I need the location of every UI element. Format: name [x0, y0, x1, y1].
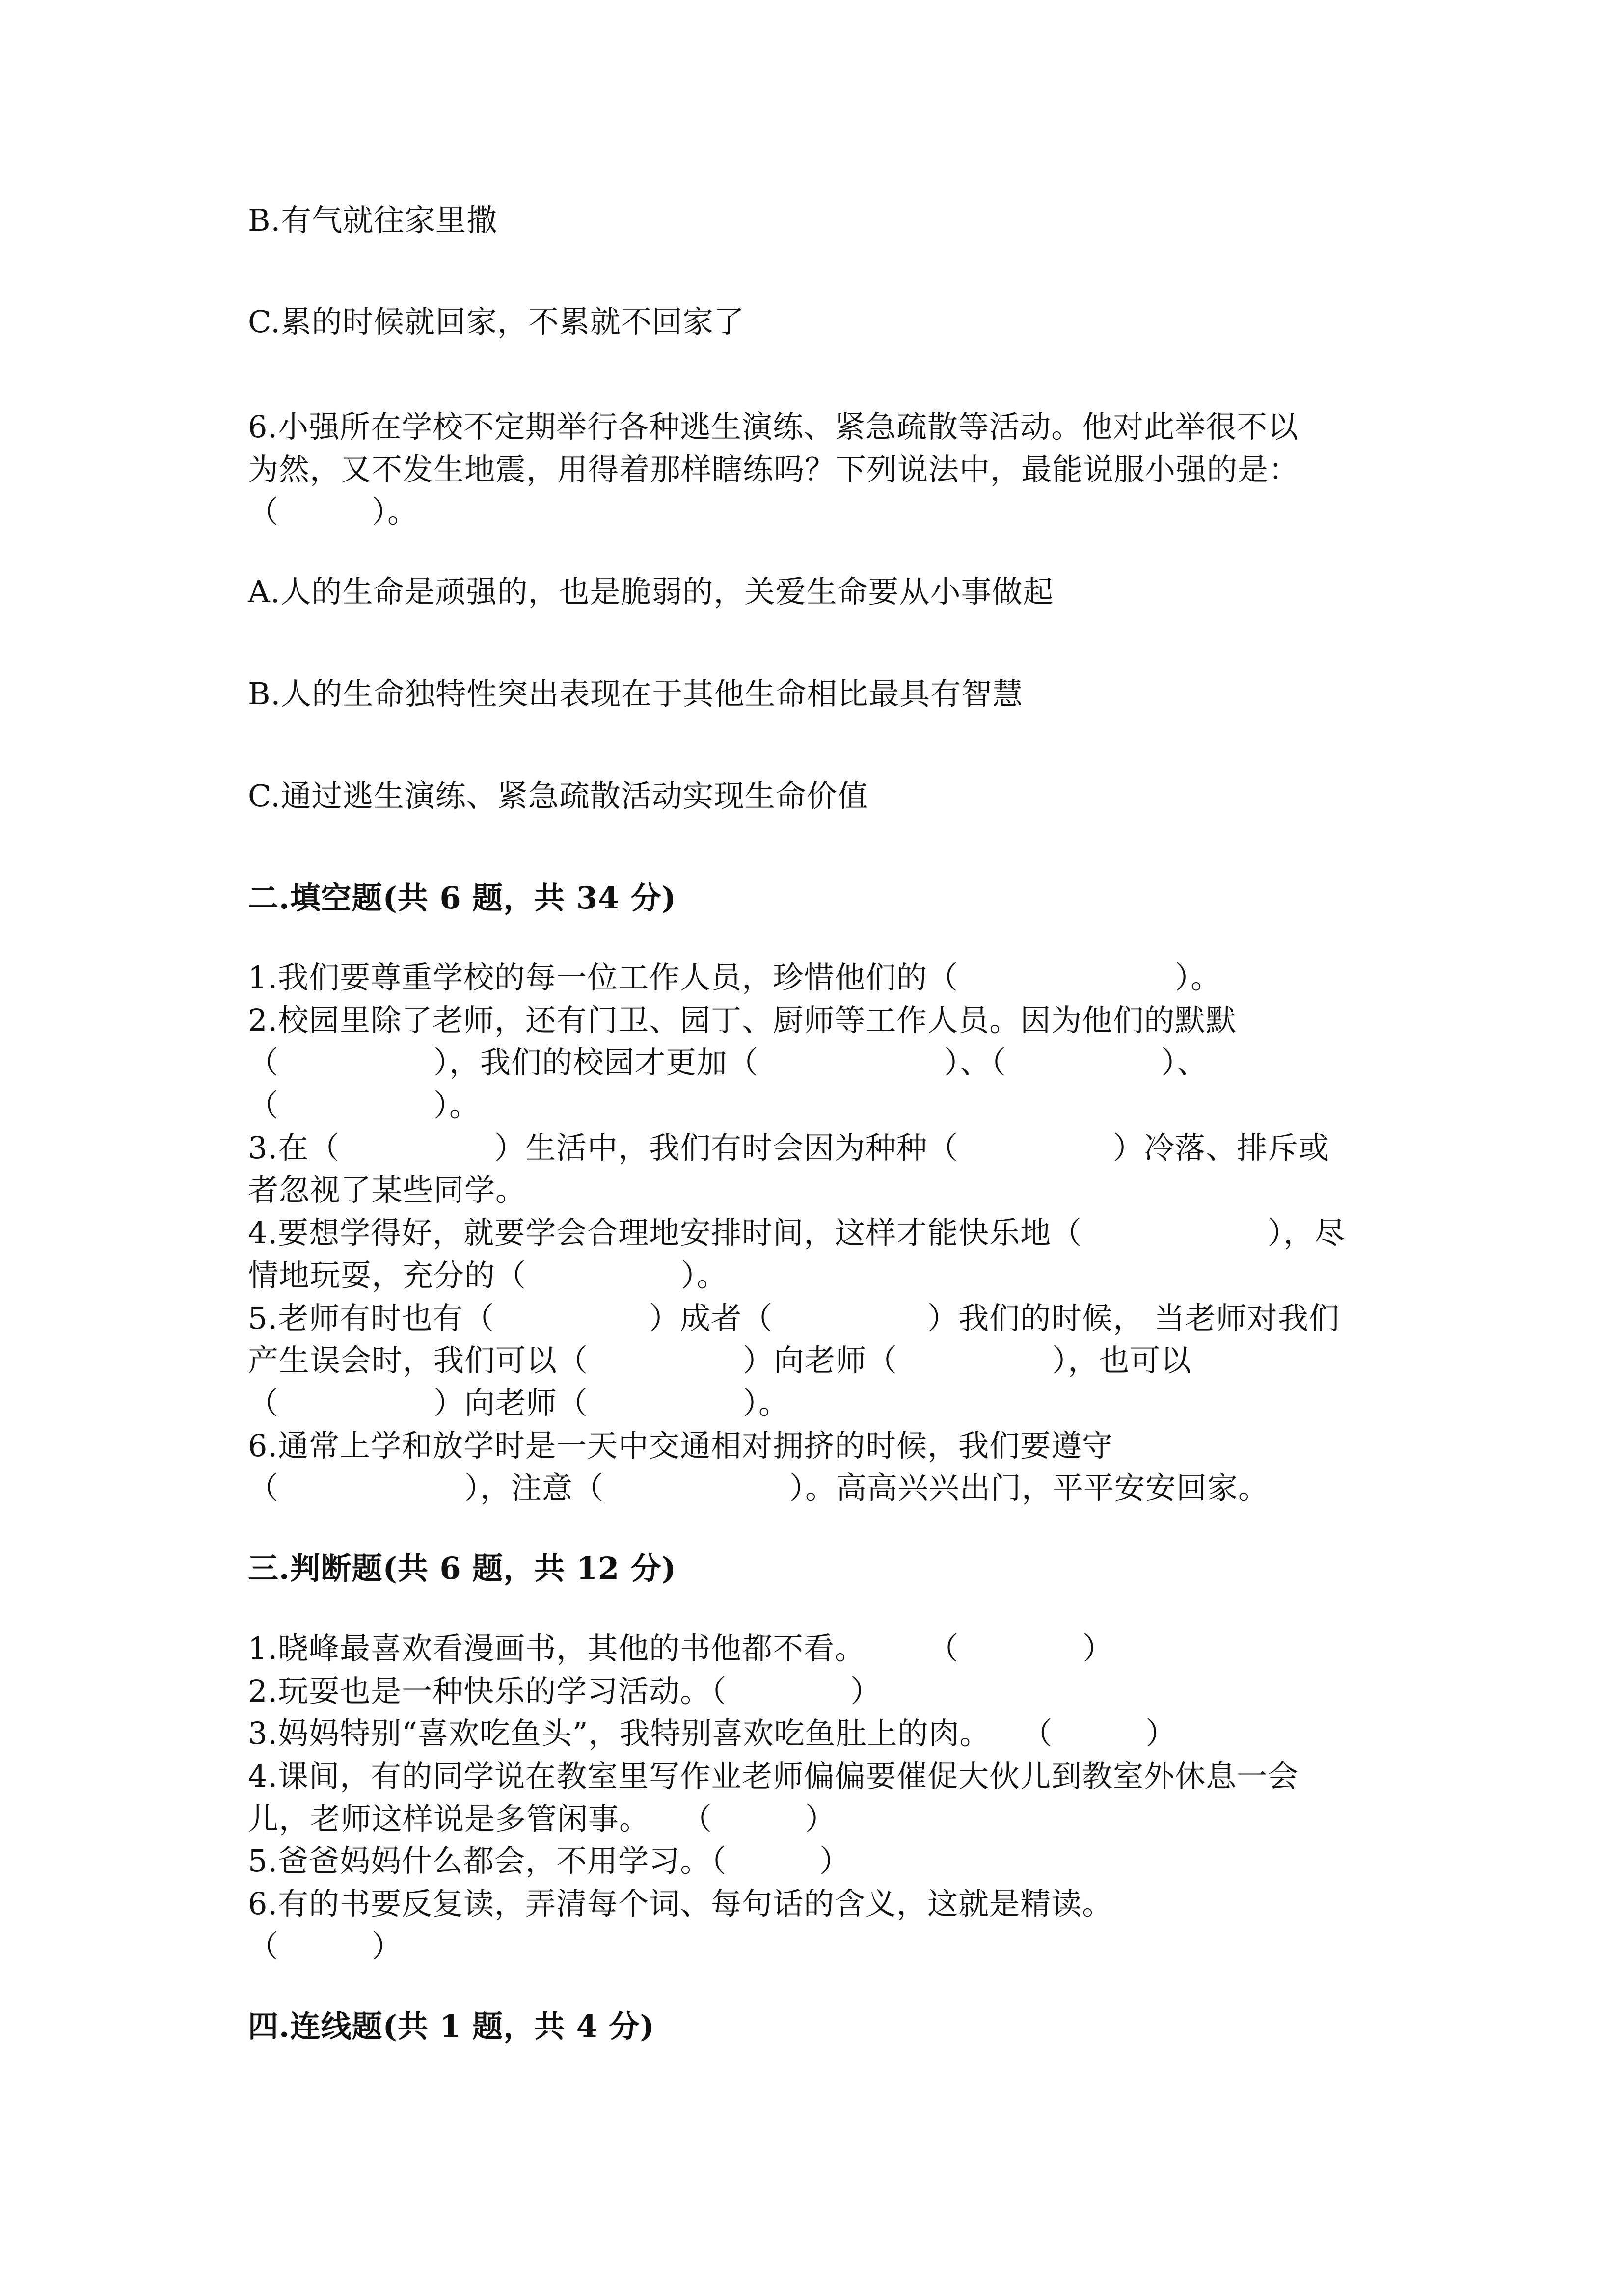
section-heading-matching: 四.连线题(共 1 题，共 4 分)	[248, 2008, 655, 2044]
fill-blank-line: 4.要想学得好，就要学会合理地安排时间，这样才能快乐地（ ），尽	[248, 1215, 1346, 1251]
q6-stem-line-1: 6.小强所在学校不定期举行各种逃生演练、紧急疏散等活动。他对此举很不以	[248, 409, 1299, 445]
fill-blank-line: （ ），我们的校园才更加（ ）、（ ）、	[248, 1044, 1208, 1080]
q6-stem-line-3: （ ）。	[248, 494, 419, 530]
true-false-line: 6.有的书要反复读，弄清每个词、每句话的含义，这就是精读。	[248, 1886, 1113, 1922]
q5-choice-b: B.有气就往家里撒	[248, 202, 498, 238]
section-heading-true-false: 三.判断题(共 6 题，共 12 分)	[248, 1550, 677, 1586]
true-false-line: 1.晓峰最喜欢看漫画书，其他的书他都不看。 （ ）	[248, 1630, 1114, 1666]
true-false-line: 4.课间，有的同学说在教室里写作业老师偏偏要催促大伙儿到教室外休息一会	[248, 1758, 1299, 1794]
q5-choice-c: C.累的时候就回家，不累就不回家了	[248, 304, 745, 340]
fill-blank-line: 5.老师有时也有（ ）成者（ ）我们的时候， 当老师对我们	[248, 1300, 1340, 1336]
fill-blank-line: 产生误会时，我们可以（ ）向老师（ ），也可以	[248, 1342, 1192, 1378]
fill-blank-line: （ ），注意（ ）。高高兴兴出门，平平安安回家。	[248, 1470, 1270, 1506]
q6-choice-c: C.通过逃生演练、紧急疏散活动实现生命价值	[248, 778, 868, 814]
fill-blank-line: （ ）向老师（ ）。	[248, 1385, 790, 1421]
fill-blank-line: 2.校园里除了老师，还有门卫、园丁、厨师等工作人员。因为他们的默默	[248, 1002, 1237, 1038]
fill-blank-line: 1.我们要尊重学校的每一位工作人员，珍惜他们的（ ）。	[248, 960, 1222, 995]
section-heading-fill-blank: 二.填空题(共 6 题，共 34 分)	[248, 880, 677, 916]
fill-blank-line: 者忽视了某些同学。	[248, 1172, 527, 1208]
q6-choice-b: B.人的生命独特性突出表现在于其他生命相比最具有智慧	[248, 676, 1024, 712]
q6-choice-a: A.人的生命是顽强的，也是脆弱的，关爱生命要从小事做起	[248, 574, 1054, 610]
true-false-line: 儿，老师这样说是多管闲事。 （ ）	[248, 1801, 837, 1837]
fill-blank-line: 情地玩耍，充分的（ ）。	[248, 1257, 728, 1293]
fill-blank-line: 6.通常上学和放学时是一天中交通相对拥挤的时候，我们要遵守	[248, 1428, 1113, 1464]
fill-blank-line: （ ）。	[248, 1087, 481, 1123]
true-false-line: 3.妈妈特别“喜欢吃鱼头”，我特别喜欢吃鱼肚上的肉。 （ ）	[248, 1715, 1177, 1751]
true-false-line: （ ）	[248, 1928, 403, 1964]
true-false-line: 5.爸爸妈妈什么都会，不用学习。（ ）	[248, 1843, 851, 1879]
true-false-line: 2.玩耍也是一种快乐的学习活动。（ ）	[248, 1673, 882, 1709]
fill-blank-line: 3.在（ ）生活中，我们有时会因为种种（ ）冷落、排斥或	[248, 1130, 1330, 1166]
q6-stem-line-2: 为然，又不发生地震，用得着那样瞎练吗？下列说法中，最能说服小强的是：	[248, 452, 1300, 487]
